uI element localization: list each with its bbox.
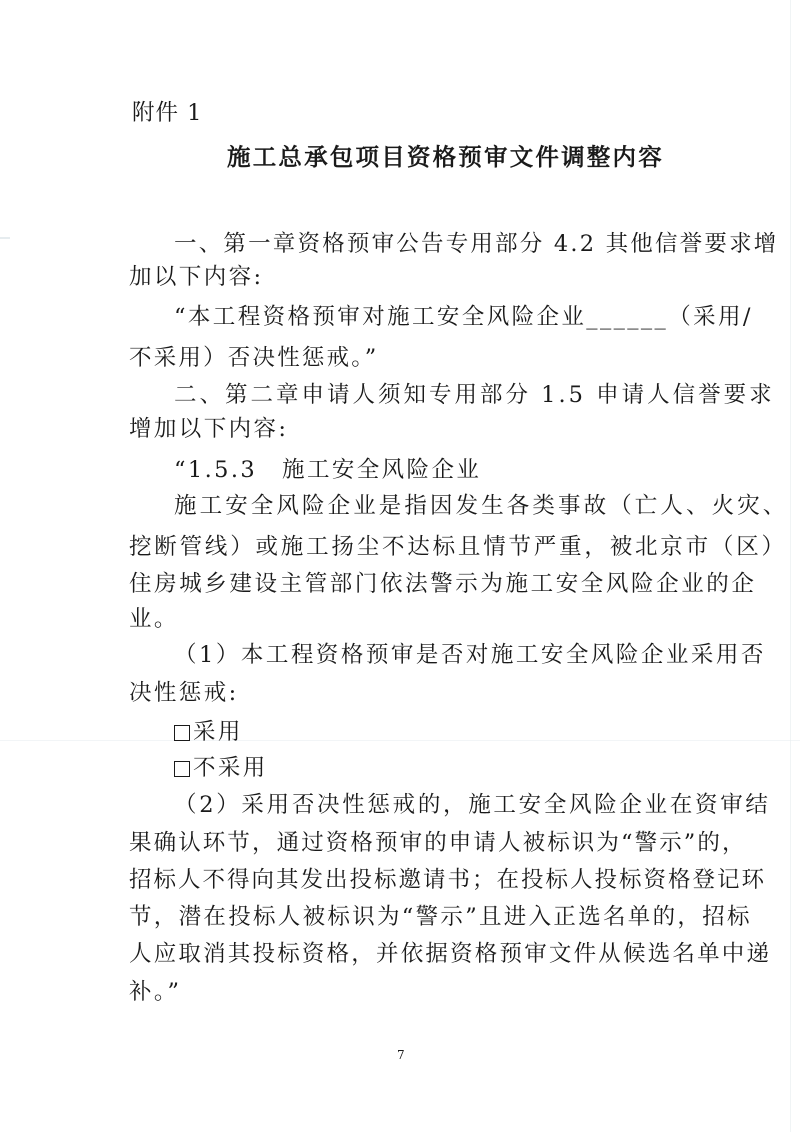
page-number: 7 — [397, 1048, 405, 1062]
paragraph-line: 挖断管线）或施工扬尘不达标且情节严重，被北京市（区） — [129, 534, 787, 560]
paragraph-line: “本工程资格预审对施工安全风险企业______（采用/ — [174, 304, 753, 330]
scan-edge-line — [790, 0, 791, 1132]
paragraph-line: 人应取消其投标资格，并依据资格预审文件从候选名单中递 — [129, 941, 772, 967]
paragraph-line: 节，潜在投标人被标识为“警示”且进入正选名单的，招标 — [129, 904, 752, 930]
option-adopt — [174, 717, 243, 747]
scan-edge-line — [0, 237, 10, 239]
paragraph-line: 住房城乡建设主管部门依法警示为施工安全风险企业的企 — [129, 571, 757, 597]
checkbox-icon — [174, 725, 190, 741]
paragraph-line: 招标人不得向其发出投标邀请书；在投标人投标资格登记环 — [129, 867, 767, 893]
paragraph-line: （2）采用否决性惩戒的，施工安全风险企业在资审结 — [174, 792, 771, 818]
option-not-adopt-label: 不采用 — [193, 755, 268, 781]
option-adopt-label: 采用 — [193, 719, 243, 745]
attachment-label: 附件 1 — [132, 100, 203, 126]
document-title: 施工总承包项目资格预审文件调整内容 — [227, 143, 664, 171]
option-not-adopt — [174, 753, 268, 783]
paragraph-line: 补。” — [129, 979, 182, 1005]
paragraph-line: 增加以下内容: — [129, 416, 289, 442]
paragraph-line: 果确认环节，通过资格预审的申请人被标识为“警示”的， — [129, 830, 747, 856]
section-heading: “1.5.3 施工安全风险企业 — [174, 457, 482, 483]
paragraph-line: 加以下内容: — [129, 264, 264, 290]
checkbox-icon — [174, 761, 190, 777]
paragraph-line: 业。 — [129, 606, 179, 632]
paragraph-line: 施工安全风险企业是指因发生各类事故（亡人、火灾、 — [174, 493, 789, 519]
paragraph-line: （1）本工程资格预审是否对施工安全风险企业采用否 — [174, 642, 766, 668]
scan-edge-line — [0, 740, 800, 741]
paragraph-line: 一、第一章资格预审公告专用部分 4.2 其他信誉要求增 — [174, 231, 779, 257]
paragraph-line: 不采用）否决性惩戒。” — [129, 345, 379, 371]
paragraph-line: 决性惩戒: — [129, 680, 239, 706]
paragraph-line: 二、第二章申请人须知专用部分 1.5 申请人信誉要求 — [174, 382, 775, 408]
